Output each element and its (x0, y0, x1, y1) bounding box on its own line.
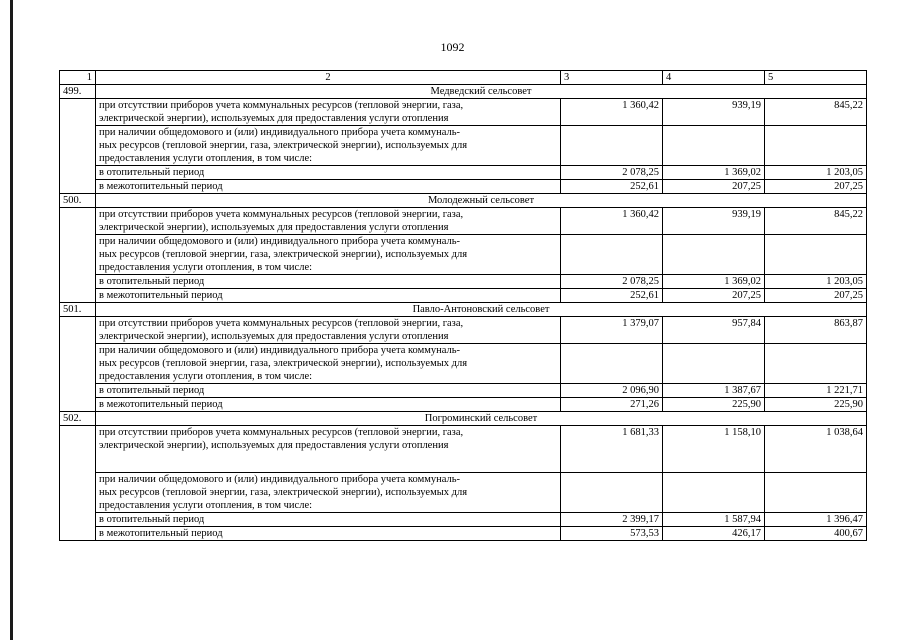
table-row (60, 317, 867, 344)
description-line: при наличии общедомового и (или) индивидуального прибора учета коммуналь- (99, 345, 461, 356)
value-col-5: 225,90 (765, 398, 867, 412)
table-row (60, 208, 867, 235)
table-row (60, 166, 867, 180)
description-line: электрической энергии), используемых для предоставления услуги отопления (99, 440, 449, 451)
value-col-4 (663, 473, 765, 513)
value-col-3: 1 379,07 (561, 317, 663, 344)
description-line: при отсутствии приборов учета коммунальных ресурсов (тепловой энергии, газа, (99, 209, 464, 220)
row-description (96, 398, 561, 412)
row-number-cell (60, 99, 96, 194)
value-col-4: 939,19 (663, 99, 765, 126)
description-line: в межотопительный период (99, 399, 223, 410)
value-col-3 (561, 473, 663, 513)
description-line: при наличии общедомового и (или) индивидуального прибора учета коммуналь- (99, 127, 461, 138)
value-col-4: 1 369,02 (663, 275, 765, 289)
value-col-4: 1 369,02 (663, 166, 765, 180)
row-description (96, 289, 561, 303)
row-description (96, 180, 561, 194)
row-description (96, 208, 561, 235)
value-col-3: 1 360,42 (561, 99, 663, 126)
value-col-4: 207,25 (663, 180, 765, 194)
value-col-3 (561, 126, 663, 166)
description-line: электрической энергии), используемых для предоставления услуги отопления (99, 113, 449, 124)
description-line: при отсутствии приборов учета коммунальных ресурсов (тепловой энергии, газа, (99, 318, 464, 329)
value-col-3: 573,53 (561, 527, 663, 541)
value-col-5: 1 203,05 (765, 275, 867, 289)
description-line: предоставления услуги отопления, в том числе: (99, 153, 313, 164)
row-description (96, 126, 561, 166)
value-col-5: 1 038,64 (765, 426, 867, 473)
row-number-cell (60, 208, 96, 303)
value-col-4: 1 387,67 (663, 384, 765, 398)
section-name: Молодежный сельсовет (96, 194, 867, 208)
value-col-3: 2 096,90 (561, 384, 663, 398)
row-number-cell (60, 317, 96, 412)
value-col-4 (663, 235, 765, 275)
value-col-4: 1 158,10 (663, 426, 765, 473)
value-col-3: 2 078,25 (561, 166, 663, 180)
value-col-3: 252,61 (561, 289, 663, 303)
description-line: при наличии общедомового и (или) индивидуального прибора учета коммуналь- (99, 474, 461, 485)
value-col-4 (663, 344, 765, 384)
column-header-row (60, 71, 867, 85)
description-line: ных ресурсов (тепловой энергии, газа, электрической энергии), используемых для (99, 358, 468, 369)
section-row (60, 412, 867, 426)
table-row (60, 513, 867, 527)
value-col-5: 1 203,05 (765, 166, 867, 180)
description-line: в отопительный период (99, 276, 205, 287)
value-col-3 (561, 344, 663, 384)
table-row (60, 275, 867, 289)
value-col-4: 426,17 (663, 527, 765, 541)
section-row (60, 85, 867, 99)
value-col-3: 1 360,42 (561, 208, 663, 235)
value-col-3 (561, 235, 663, 275)
scan-edge (10, 0, 13, 640)
row-description (96, 166, 561, 180)
row-description (96, 384, 561, 398)
table-row (60, 344, 867, 384)
description-line: ных ресурсов (тепловой энергии, газа, электрической энергии), используемых для (99, 140, 468, 151)
value-col-5: 845,22 (765, 208, 867, 235)
value-col-5: 1 221,71 (765, 384, 867, 398)
table-row (60, 426, 867, 473)
table-row (60, 289, 867, 303)
description-line: в отопительный период (99, 167, 205, 178)
table-row (60, 99, 867, 126)
description-line: ных ресурсов (тепловой энергии, газа, электрической энергии), используемых для (99, 249, 468, 260)
description-line: при наличии общедомового и (или) индивидуального прибора учета коммуналь- (99, 236, 461, 247)
table-row (60, 473, 867, 513)
description-line: в межотопительный период (99, 290, 223, 301)
description-line: электрической энергии), используемых для предоставления услуги отопления (99, 331, 449, 342)
table-row (60, 398, 867, 412)
table-row (60, 384, 867, 398)
row-description (96, 426, 561, 473)
description-line: при отсутствии приборов учета коммунальных ресурсов (тепловой энергии, газа, (99, 427, 464, 438)
value-col-5: 400,67 (765, 527, 867, 541)
table-row (60, 180, 867, 194)
value-col-3: 252,61 (561, 180, 663, 194)
value-col-4: 207,25 (663, 289, 765, 303)
column-header-3: 3 (561, 71, 663, 85)
section-name: Погроминский сельсовет (96, 412, 867, 426)
row-description (96, 473, 561, 513)
description-line: в межотопительный период (99, 181, 223, 192)
column-header-1: 1 (60, 71, 96, 85)
row-description (96, 99, 561, 126)
value-col-5 (765, 473, 867, 513)
section-number: 502. (60, 412, 96, 426)
description-line: при отсутствии приборов учета коммунальных ресурсов (тепловой энергии, газа, (99, 100, 464, 111)
description-line: электрической энергии), используемых для предоставления услуги отопления (99, 222, 449, 233)
row-description (96, 235, 561, 275)
value-col-4 (663, 126, 765, 166)
value-col-3: 271,26 (561, 398, 663, 412)
row-description (96, 317, 561, 344)
section-row (60, 303, 867, 317)
tariff-table (59, 70, 867, 541)
value-col-3: 2 078,25 (561, 275, 663, 289)
value-col-5 (765, 344, 867, 384)
description-line: ных ресурсов (тепловой энергии, газа, электрической энергии), используемых для (99, 487, 468, 498)
row-description (96, 275, 561, 289)
section-name: Медведский сельсовет (96, 85, 867, 99)
value-col-4: 939,19 (663, 208, 765, 235)
row-description (96, 513, 561, 527)
row-number-cell (60, 426, 96, 541)
value-col-3: 2 399,17 (561, 513, 663, 527)
table-row (60, 527, 867, 541)
section-number: 501. (60, 303, 96, 317)
section-number: 500. (60, 194, 96, 208)
section-name: Павло-Антоновский сельсовет (96, 303, 867, 317)
description-line: предоставления услуги отопления, в том числе: (99, 500, 313, 511)
description-line: предоставления услуги отопления, в том числе: (99, 371, 313, 382)
value-col-5: 1 396,47 (765, 513, 867, 527)
row-description (96, 527, 561, 541)
section-row (60, 194, 867, 208)
table-row (60, 126, 867, 166)
column-header-2: 2 (96, 71, 561, 85)
section-number: 499. (60, 85, 96, 99)
page-number: 1092 (440, 40, 465, 54)
value-col-5: 845,22 (765, 99, 867, 126)
value-col-5: 207,25 (765, 180, 867, 194)
value-col-4: 225,90 (663, 398, 765, 412)
value-col-4: 957,84 (663, 317, 765, 344)
row-description (96, 344, 561, 384)
column-header-4: 4 (663, 71, 765, 85)
value-col-5: 207,25 (765, 289, 867, 303)
value-col-5 (765, 126, 867, 166)
value-col-4: 1 587,94 (663, 513, 765, 527)
value-col-3: 1 681,33 (561, 426, 663, 473)
table-row (60, 235, 867, 275)
value-col-5: 863,87 (765, 317, 867, 344)
value-col-5 (765, 235, 867, 275)
description-line: в отопительный период (99, 385, 205, 396)
description-line: в отопительный период (99, 514, 205, 525)
description-line: предоставления услуги отопления, в том числе: (99, 262, 313, 273)
description-line: в межотопительный период (99, 528, 223, 539)
column-header-5: 5 (765, 71, 867, 85)
